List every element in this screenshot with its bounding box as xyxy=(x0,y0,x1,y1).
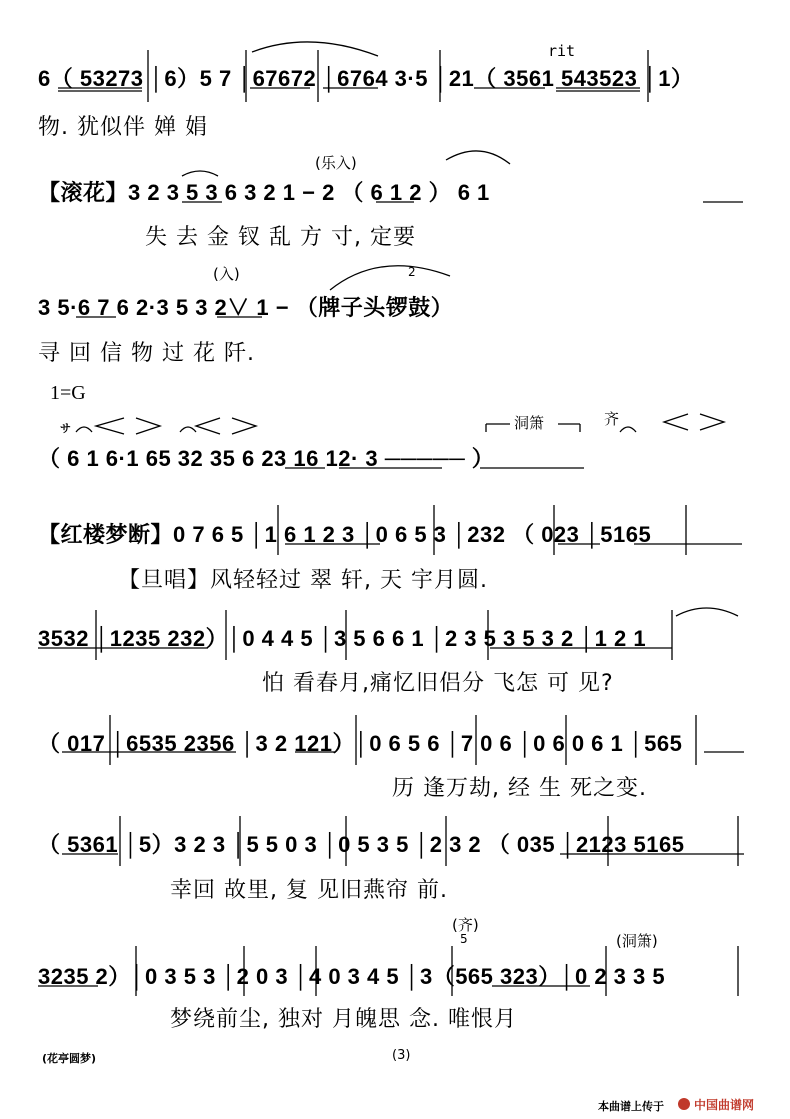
site-logo-text: 中国曲谱网 xyxy=(694,1098,755,1112)
fermata-two-mark: 2 xyxy=(408,265,416,279)
notation-line-8: （ 5361 │5）3 2 3 │5 5 0 3 │0 5 3 5 │2 3 2 （ 035 │2123 5165 xyxy=(38,832,685,857)
notation-line-6: 3532 │1235 232）│0 4 4 5 │3 5 6 6 1 │2 3 5 3 5 3 2 │1 2 1 xyxy=(38,626,647,651)
rit-mark: rit xyxy=(548,42,576,60)
key-signature: 1=G xyxy=(50,382,86,404)
lyrics-line-6: 怕 看春月,痛忆旧侣分 飞怎 可 见? xyxy=(262,671,614,696)
ru-mark: (入) xyxy=(213,265,240,283)
lyrics-line-1: 物. 犹似伴 婵 娟 xyxy=(38,115,208,140)
qi-label: 齐 xyxy=(604,410,620,428)
qi-paren-mark: (齐) xyxy=(452,916,479,934)
yue-ru-mark: (乐入) xyxy=(315,154,357,172)
notation-line-1: 6（ 53273 │6）5 7 │67672 │6764 3·5 │21（ 3561 543523 │1） xyxy=(38,66,694,91)
lyrics-line-2: 失 去 金 钗 乱 方 寸, 定要 xyxy=(145,225,416,250)
lyrics-line-3: 寻 回 信 物 过 花 阡. xyxy=(38,341,255,366)
lyrics-line-7: 历 逢万劫, 经 生 死之变. xyxy=(392,776,647,801)
lyrics-line-5: 【旦唱】风轻轻过 翠 轩, 天 宇月圆. xyxy=(118,568,488,593)
lyrics-line-9: 梦绕前尘, 独对 月魄思 念. 唯恨月 xyxy=(170,1007,517,1032)
lyrics-line-8: 幸回 故里, 复 见旧燕帘 前. xyxy=(170,878,448,903)
footer-title: (花亭圆梦) xyxy=(42,1052,97,1065)
five-grace-mark: 5 xyxy=(460,932,468,946)
dongxiao-label: 洞箫 xyxy=(514,414,545,432)
notation-line-2: 【滚花】3 2 3 5 3 6 3 2 1 − 2 （ 6 1 2 ） 6 1 xyxy=(38,180,490,205)
dongxiao-paren-mark: (洞箫) xyxy=(616,932,658,950)
notation-line-4: （ 6 1 6·1 65 32 35 6 23 16 12· 3 ───── ） xyxy=(38,446,495,471)
sa-mark: サ xyxy=(60,422,71,435)
notation-line-3: 3 5·6 7 6 2·3 5 3 2∨ 1 − （牌子头锣鼓） xyxy=(38,295,454,320)
notation-line-7: （ 017 │6535 2356 │3 2 121）│0 6 5 6 │7 0 6 │0 6 0 6 1 │565 xyxy=(38,731,683,756)
page-number: (3) xyxy=(392,1048,411,1063)
notation-line-5: 【红楼梦断】0 7 6 5 │1 6 1 2 3 │0 6 5 3 │232 （ 023 │5165 xyxy=(38,522,652,547)
upload-text: 本曲谱上传于 xyxy=(598,1100,664,1113)
notation-line-9: 3235 2）│0 3 5 3 │2 0 3 │4 0 3 4 5 │3（565 323）│0 2 3 3 5 xyxy=(38,964,666,989)
